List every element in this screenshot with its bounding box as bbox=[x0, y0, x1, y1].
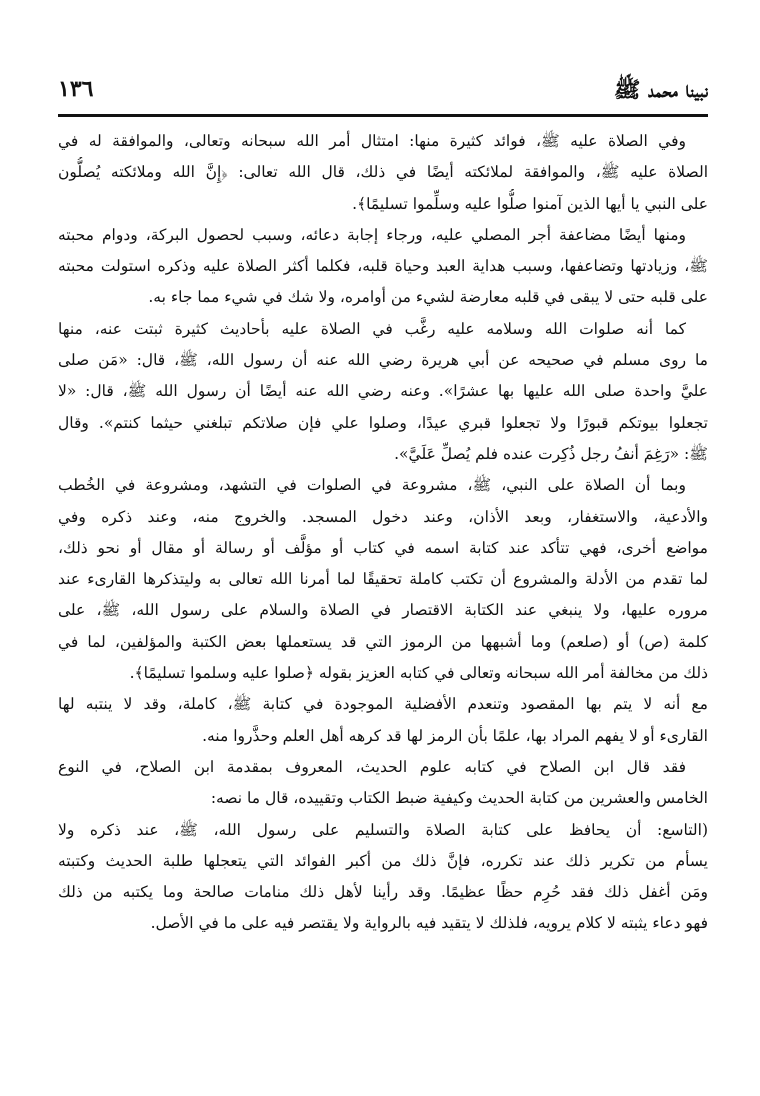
text-line: كلمة (ص) أو (صلعم) وما أشبهها من الرموز التي قد يستعملها بعض الكتبة والمؤلفين، لما في bbox=[58, 632, 708, 651]
text-line: وفي الصلاة عليه ﷺ، فوائد كثيرة منها: امتثال أمر الله سبحانه وتعالى، والموافقة له في bbox=[58, 132, 686, 150]
paragraph bbox=[58, 470, 708, 689]
text-line: تجعلوا بيوتكم قبورًا ولا تجعلوا قبري عيدًا، وصلوا علي فإن صلاتكم تبلغني حيثما كنتم». وقال bbox=[58, 413, 708, 432]
text-line: فقد قال ابن الصلاح في كتابه علوم الحديث، المعروف بمقدمة ابن الصلاح، في النوع bbox=[58, 757, 686, 776]
text-line: عليَّ واحدة صلى الله عليها بها عشرًا». وعنه رضي الله عنه أيضًا أن رسول الله ﷺ، قال: «لا bbox=[58, 382, 708, 401]
text-line: القارىء أو لا يفهم المراد بها، علمًا بأن الرمز لها قد كرهه أهل العلم وحذَّروا منه. bbox=[202, 726, 708, 745]
text-line: مروره عليها، ولا ينبغي عند الكتابة الاقتصار في الصلاة والسلام على رسول الله، ﷺ، على bbox=[58, 601, 708, 620]
text-line: وبما أن الصلاة على النبي، ﷺ، مشروعة في الصلوات في التشهد، ومشروعة في الخُطب bbox=[58, 476, 686, 495]
paragraph bbox=[58, 220, 708, 314]
paragraph bbox=[58, 126, 708, 220]
page-number: ١٣٦ bbox=[58, 76, 94, 102]
body-text bbox=[58, 126, 708, 940]
running-title: نبينا محمد ﷺ bbox=[613, 77, 708, 103]
text-line: ما روى مسلم في صحيحه عن أبي هريرة رضي الله عنه أن رسول الله، ﷺ، قال: «مَن صلى bbox=[58, 351, 708, 370]
text-line: ﷺ: «رَغِمَ أنفُ رجل ذُكِرت عنده فلم يُصلِّ عَلَيَّ». bbox=[394, 444, 708, 463]
text-line: (التاسع: أن يحافظ على كتابة الصلاة والتسليم على رسول الله، ﷺ، عند ذكره ولا bbox=[58, 820, 708, 839]
text-line: ذلك من مخالفة أمر الله سبحانه وتعالى في كتابه العزيز بقوله ﴿صلوا عليه وسلموا تسليمًا﴾. bbox=[129, 664, 708, 683]
text-line: ﷺ، وزيادتها وتضاعفها، وسبب هداية العبد وحياة قلبه، فكلما أكثر الصلاة عليه وذكره استولت محبته bbox=[58, 257, 708, 276]
text-line: لما تقدم من الأدلة والمشروع أن تكتب كاملة تحقيقًا لما أمرنا الله تعالى به وليتذكرها القارىء عند bbox=[58, 570, 708, 589]
text-line: يسأم من تكرير ذلك عند تكرره، فإنَّ ذلك من أكبر الفوائد التي يتعجلها طلبة الحديث وكتبته bbox=[58, 851, 708, 870]
header-divider bbox=[58, 114, 708, 117]
text-line: مع أنه لا يتم بها المقصود وتنعدم الأفضلية الموجودة في كتابة ﷺ، كاملة، وقد لا ينتبه لها bbox=[58, 695, 708, 714]
text-line: مواضع أخرى، فهي تتأكد عند كتابة اسمه في كتاب أو مؤلَّف أو رسالة أو مقال أو نحو ذلك، bbox=[58, 538, 708, 557]
paragraph bbox=[58, 689, 708, 752]
text-line: والأدعية، والاستغفار، وبعد الأذان، وعند دخول المسجد. والخروج منه، وعند ذكره وفي bbox=[58, 507, 708, 526]
text-line: على النبي يا أيها الذين آمنوا صلُّوا عليه وسلِّموا تسليمًا﴾. bbox=[352, 194, 708, 213]
text-line: على قلبه حتى لا يبقى في قلبه معارضة لشيء من أوامره، ولا شك في شيء مما جاء به. bbox=[148, 288, 708, 307]
text-line: فهو دعاء يثبته لا كلام يرويه، فلذلك لا يتقيد فيه بالرواية ولا يقتصر فيه على ما في الأصل. bbox=[150, 914, 708, 933]
text-line: ومنها أيضًا مضاعفة أجر المصلي عليه، ورجاء إجابة دعائه، وسبب لحصول البركة، ودوام محبته bbox=[58, 225, 686, 244]
page-header bbox=[58, 72, 708, 112]
text-line: الخامس والعشرين من كتابة الحديث وكيفية ضبط الكتاب وتقييده، قال ما نصه: bbox=[210, 789, 708, 808]
paragraph bbox=[58, 815, 708, 940]
text-line: كما أنه صلوات الله وسلامه عليه رغَّب في الصلاة عليه بأحاديث كثيرة ثبتت عنه، منها bbox=[58, 319, 686, 338]
text-line: الصلاة عليه ﷺ، والموافقة لملائكته أيضًا في ذلك، قال الله تعالى: ﴿إِنَّ الله وملائكته يُصلُّون bbox=[58, 163, 708, 182]
text-line: ومَن أغفل ذلك فقد حُرِم حظًا عظيمًا. وقد رأينا لأهل ذلك منامات صالحة وما يكتبه من ذلك bbox=[58, 883, 708, 902]
paragraph bbox=[58, 752, 708, 815]
paragraph bbox=[58, 314, 708, 470]
